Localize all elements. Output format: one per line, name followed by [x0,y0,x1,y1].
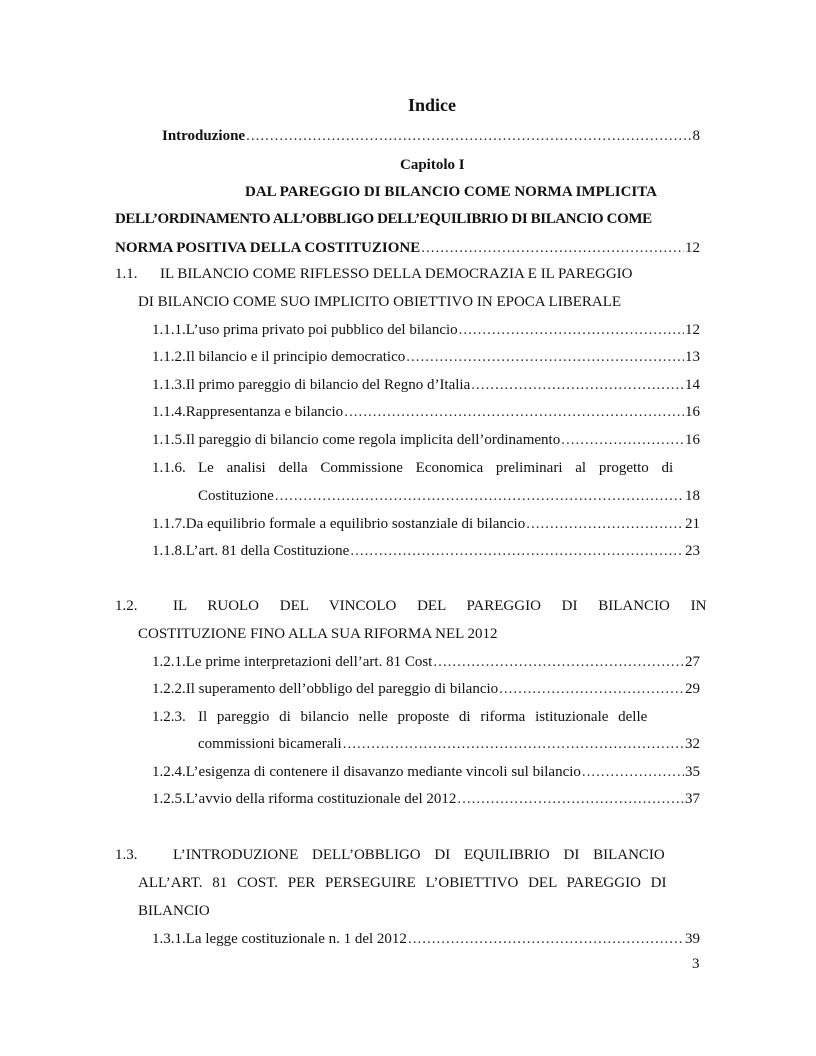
chapter-title-line1: DAL PAREGGIO DI BILANCIO COME NORMA IMPLICITA [245,184,657,200]
toc-entry-number: 1.2.3. [152,709,186,725]
section-title-line1: IL RUOLO DEL VINCOLO DEL PAREGGIO DI BILANCIO IN [173,598,707,614]
toc-entry-title: La legge costituzionale n. 1 del 2012 [185,931,407,947]
chapter-title-line3: NORMA POSITIVA DELLA COSTITUZIONE [115,240,421,256]
section-number: 1.2. [115,598,138,614]
toc-leader-dots [582,763,684,781]
section-title-line3: BILANCIO [138,903,210,919]
toc-page-number: 23 [685,543,700,559]
page-number: 3 [692,956,700,972]
toc-entry-number: 1.1.8. [152,543,186,559]
toc-entry-title-line2: Costituzione [198,488,274,504]
toc-leader-dots [471,376,684,394]
toc-page-number: 39 [685,931,700,947]
toc-entry-title: Il pareggio di bilancio come regola implicita dell’ordinamento [185,432,561,448]
section-title-line1 [160,265,700,283]
toc-entry-number: 1.1.1. [152,322,186,338]
toc-entry-introduzione[interactable] [162,127,700,145]
toc-entry-title: Da equilibrio formale a equilibrio sostanziale di bilancio [185,516,526,532]
toc-leader-dots [343,735,684,753]
toc-entry-number: 1.1.6. [152,460,186,476]
section-title-line2: ALL’ART. 81 COST. PER PERSEGUIRE L’OBIETTIVO DEL PAREGGIO DI [138,875,667,891]
toc-page-number: 37 [685,791,700,807]
toc-entry-1-1-8[interactable] [152,542,700,560]
toc-page-number: 32 [685,736,700,752]
toc-entry-number: 1.1.4. [152,404,186,420]
toc-leader-dots [457,790,684,808]
toc-entry-number: 1.2.2. [152,681,186,697]
toc-entry-number: 1.1.5. [152,432,186,448]
toc-entry-1-1-6[interactable] [198,487,700,505]
toc-page-number: 16 [685,404,700,420]
section-title-line2: DI BILANCIO COME SUO IMPLICITO OBIETTIVO IN EPOCA LIBERALE [138,294,622,310]
toc-leader-dots [246,127,691,145]
toc-entry-1-1-4[interactable] [152,403,700,421]
toc-entry-1-2-3[interactable] [198,735,700,753]
section-title-text: IL BILANCIO COME RIFLESSO DELLA DEMOCRAZIA E IL PAREGGIO [160,266,633,282]
page-title: Indice [408,95,457,115]
toc-entry-number: 1.2.4. [152,764,186,780]
toc-entry-number: 1.2.1. [152,654,186,670]
toc-leader-dots [433,653,684,671]
section-title-line2: COSTITUZIONE FINO ALLA SUA RIFORMA NEL 2012 [138,626,498,642]
toc-entry-title: L’avvio della riforma costituzionale del 2012 [185,791,457,807]
toc-entry-1-1-7[interactable] [152,515,700,533]
toc-entry-number: 1.1.3. [152,377,186,393]
toc-entry-title: Le prime interpretazioni dell’art. 81 Cost [185,654,433,670]
toc-entry-label: Introduzione [162,128,246,144]
toc-entry-1-1-3[interactable] [152,376,700,394]
toc-page-number: 8 [692,128,700,144]
toc-entry-title: Rappresentanza e bilancio [185,404,344,420]
toc-entry-title-line2: commissioni bicamerali [198,736,342,752]
toc-leader-dots [344,403,684,421]
toc-entry-title: Il bilancio e il principio democratico [185,349,406,365]
section-title-line1: L’INTRODUZIONE DELL’OBBLIGO DI EQUILIBRIO DI BILANCIO [173,847,665,863]
toc-leader-dots [561,431,684,449]
toc-leader-dots [499,680,684,698]
toc-entry-1-1-2[interactable] [152,348,700,366]
toc-entry-1-2-2[interactable] [152,680,700,698]
toc-leader-dots [459,321,684,339]
toc-page-number: 29 [685,681,700,697]
toc-entry-1-2-4[interactable] [152,763,700,781]
toc-page-number: 12 [685,240,700,256]
toc-entry-title: Il primo pareggio di bilancio del Regno d’Italia [185,377,471,393]
toc-page-number: 16 [685,432,700,448]
toc-entry-1-3-1[interactable] [152,930,700,948]
chapter-title-line2: DELL’ORDINAMENTO ALL’OBBLIGO DELL’EQUILIBRIO DI BILANCIO COME [115,211,652,227]
toc-entry-title-line1[interactable]: Le analisi della Commissione Economica preliminari al progetto di [198,460,674,476]
toc-entry-1-1-5[interactable] [152,431,700,449]
toc-page-number: 14 [685,377,700,393]
chapter-label: Capitolo I [400,157,465,173]
toc-entry-number: 1.1.2. [152,349,186,365]
section-number: 1.1. [115,266,138,282]
toc-entry-1-1-1[interactable] [152,321,700,339]
toc-entry-number: 1.2.5. [152,791,186,807]
toc-entry-chapter[interactable] [115,239,700,257]
toc-leader-dots [526,515,684,533]
toc-entry-1-2-1[interactable] [152,653,700,671]
toc-page-number: 27 [685,654,700,670]
toc-page-number: 35 [685,764,700,780]
toc-entry-1-2-5[interactable] [152,790,700,808]
toc-entry-title: L’art. 81 della Costituzione [185,543,350,559]
toc-leader-dots [421,239,684,257]
toc-leader-dots [408,930,684,948]
toc-entry-title-line1[interactable]: Il pareggio di bilancio nelle proposte di riforma istituzionale delle [198,709,648,725]
toc-page-number: 21 [685,516,700,532]
toc-leader-dots [275,487,684,505]
toc-leader-dots [350,542,684,560]
toc-leader-dots [406,348,684,366]
toc-page-number: 13 [685,349,700,365]
toc-page-number: 12 [685,322,700,338]
toc-entry-title: Il superamento dell’obbligo del pareggio di bilancio [185,681,499,697]
toc-entry-number: 1.3.1. [152,931,186,947]
toc-entry-number: 1.1.7. [152,516,186,532]
toc-page-number: 18 [685,488,700,504]
section-number: 1.3. [115,847,138,863]
toc-entry-title: L’uso prima privato poi pubblico del bilancio [185,322,458,338]
toc-entry-title: L’esigenza di contenere il disavanzo mediante vincoli sul bilancio [185,764,581,780]
